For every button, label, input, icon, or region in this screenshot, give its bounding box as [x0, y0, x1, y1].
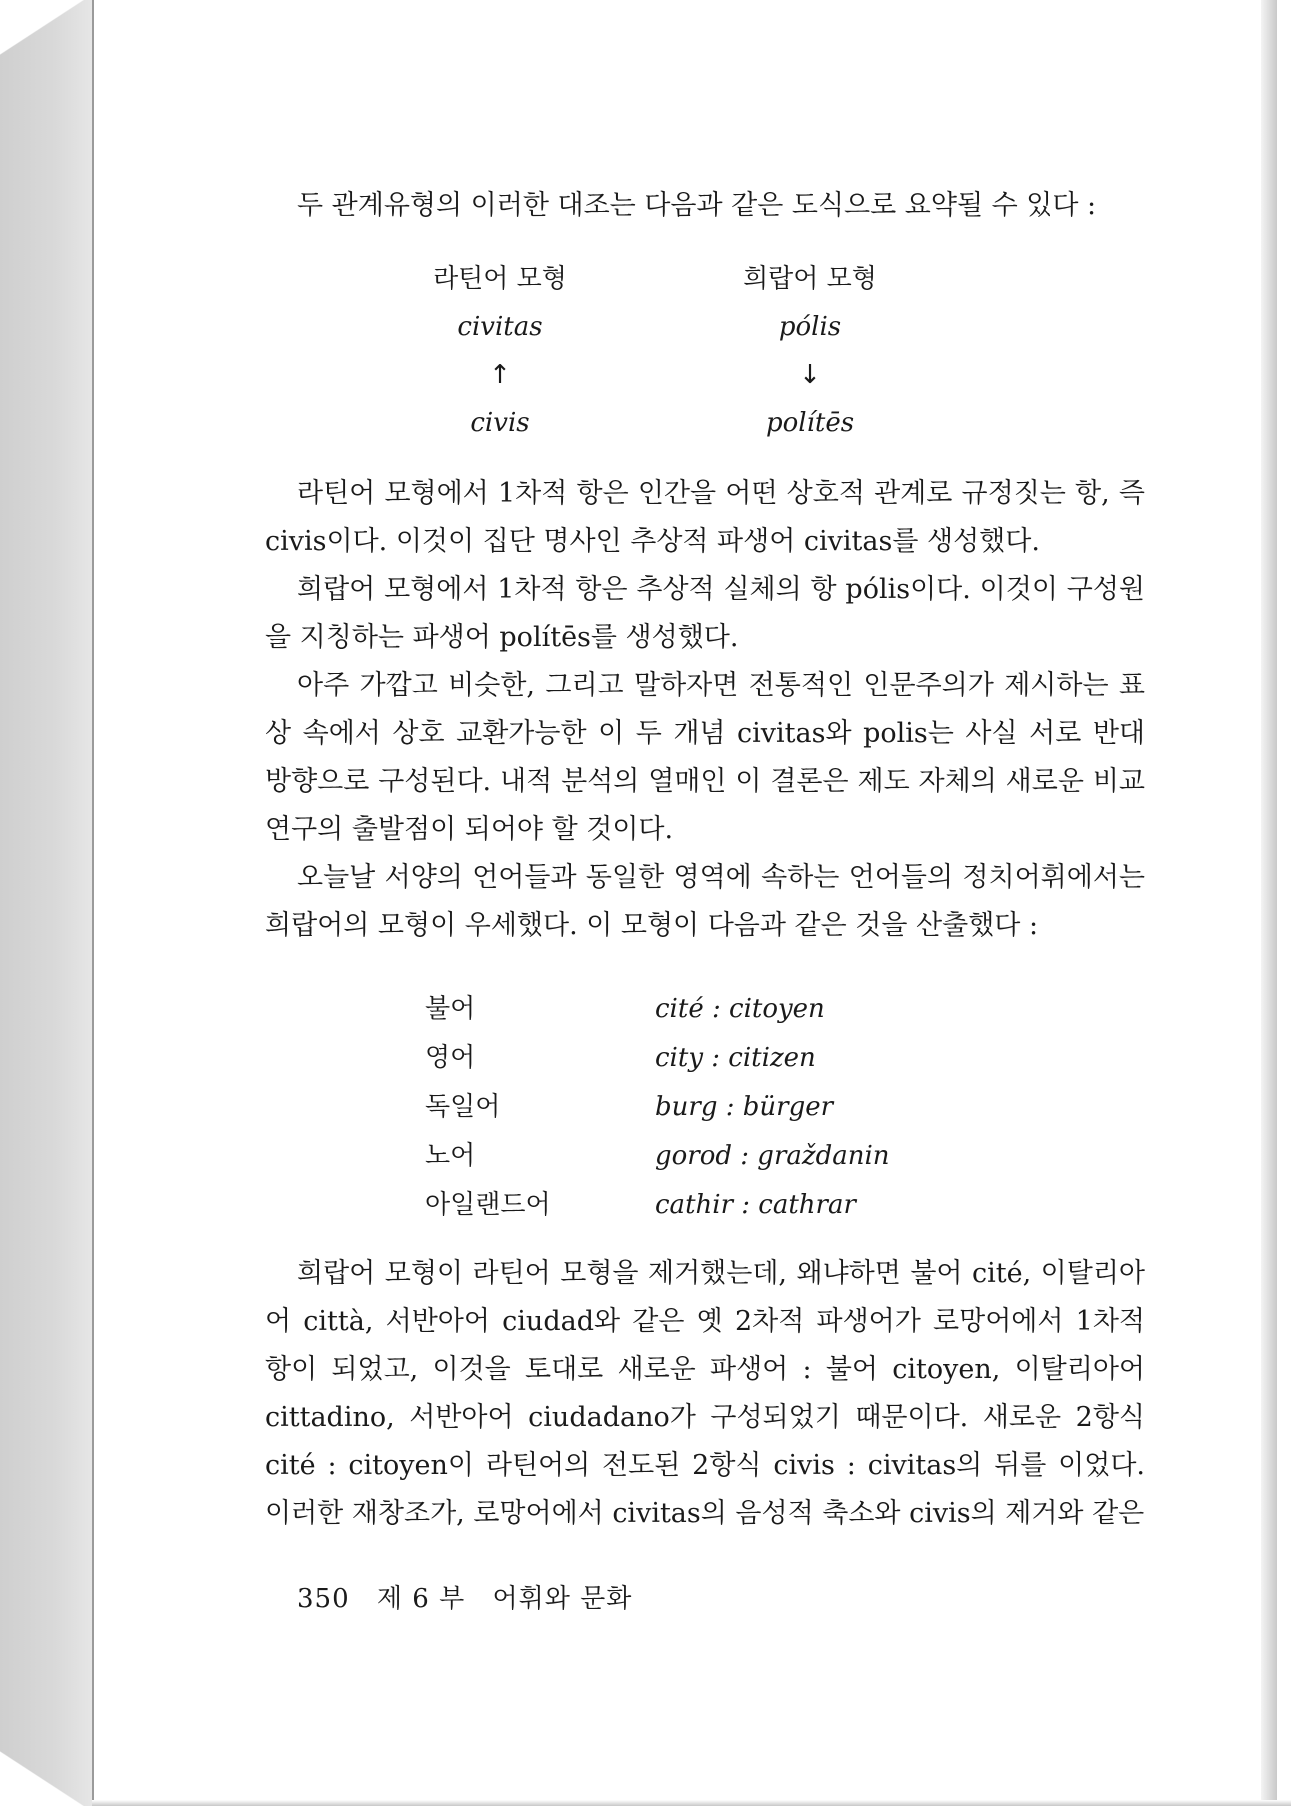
language-name: 독일어	[425, 1092, 501, 1122]
final-paragraph-block	[265, 1250, 1145, 1538]
book-spine-bottom-corner	[0, 1746, 92, 1806]
model-diagram	[400, 255, 940, 455]
paragraph: 희랍어 모형에서 1차적 항은 추상적 실체의 항 pólis이다. 이것이 구성원을 지칭하는 파생어 polítēs를 생성했다.	[265, 574, 1145, 653]
book-spine	[0, 0, 92, 1806]
latin-model-bottom-term: civis	[470, 408, 530, 438]
greek-model-column	[710, 255, 910, 447]
intro-line: 두 관계유형의 이러한 대조는 다음과 같은 도식으로 요약될 수 있다 :	[297, 190, 1097, 221]
word-pair: city : citizen	[655, 1043, 816, 1073]
greek-model-bottom-term: polítēs	[765, 408, 855, 438]
word-pair: gorod : graždanin	[655, 1141, 890, 1171]
table-row	[425, 1083, 945, 1132]
language-name: 불어	[425, 994, 476, 1024]
latin-model-heading: 라틴어 모형	[433, 264, 567, 294]
greek-model-top-term: pólis	[778, 312, 842, 342]
final-paragraph: 희랍어 모형이 라틴어 모형을 제거했는데, 왜냐하면 불어 cité, 이탈리아어 città, 서반아어 ciudad와 같은 옛 2차적 파생어가 로망어에서 1차적 항이 되었고, 이것을 토대로 새로운 파생어 : 불어 citoyen, 이탈리아어 cittadino, 서반아어 ciudadano가 구성되었기 때문이다. 새로운 2항식 cité : citoyen이 라틴어의 전도된 2항식 civis : civitas의 뒤를 이었다. 이러한 재창조가, 로망어에서 civitas의 음성적 축소와 civis의 제거와 같은	[265, 1258, 1145, 1529]
down-arrow-icon: ↓	[799, 360, 821, 390]
book-spine-top-corner	[0, 0, 92, 60]
up-arrow-icon: ↑	[489, 360, 511, 390]
page-footer	[297, 1578, 650, 1615]
page-right-edge	[1261, 0, 1277, 1806]
table-row	[425, 1181, 945, 1230]
page-bottom-edge	[92, 1800, 1291, 1806]
chapter-title: 어휘와 문화	[492, 1584, 633, 1614]
language-name: 영어	[425, 1043, 476, 1073]
word-pair: cité : citoyen	[655, 994, 825, 1024]
latin-model-top-term: civitas	[457, 312, 543, 342]
intro-block	[265, 182, 1145, 230]
table-row	[425, 1132, 945, 1181]
paragraph: 라틴어 모형에서 1차적 항은 인간을 어떤 상호적 관계로 규정짓는 항, 즉 civis이다. 이것이 집단 명사인 추상적 파생어 civitas를 생성했다.	[265, 478, 1145, 557]
part-label: 제 6 부	[376, 1584, 466, 1614]
paragraph: 아주 가깝고 비슷한, 그리고 말하자면 전통적인 인문주의가 제시하는 표상 속에서 상호 교환가능한 이 두 개념 civitas와 polis는 사실 서로 반대 방향으로 구성된다. 내적 분석의 열매인 이 결론은 제도 자체의 새로운 비교연구의 출발점이 되어야 할 것이다.	[265, 670, 1145, 845]
language-name: 노어	[425, 1141, 476, 1171]
word-pair: burg : bürger	[655, 1092, 834, 1122]
page-number: 350	[297, 1584, 350, 1614]
body-paragraphs	[265, 470, 1145, 950]
language-name: 아일랜드어	[425, 1190, 551, 1220]
paragraph: 오늘날 서양의 언어들과 동일한 영역에 속하는 언어들의 정치어휘에서는 희랍어의 모형이 우세했다. 이 모형이 다음과 같은 것을 산출했다 :	[265, 862, 1145, 941]
word-pair: cathir : cathrar	[655, 1190, 856, 1220]
greek-model-heading: 희랍어 모형	[743, 264, 877, 294]
language-table	[425, 985, 945, 1230]
table-row	[425, 1034, 945, 1083]
latin-model-column	[400, 255, 600, 447]
table-row	[425, 985, 945, 1034]
